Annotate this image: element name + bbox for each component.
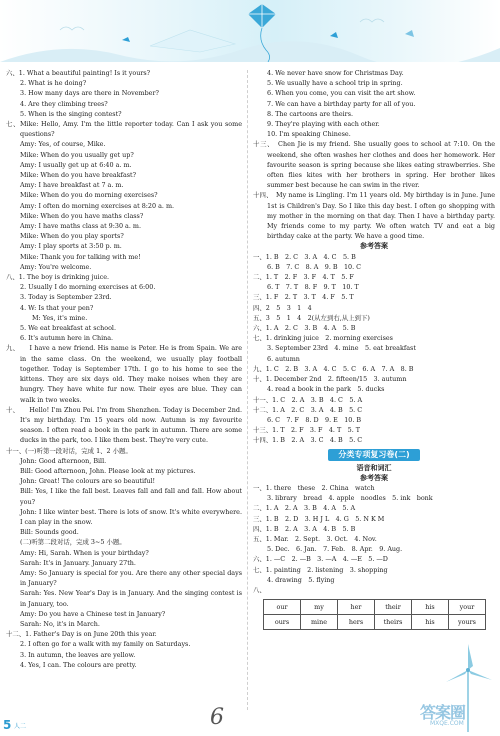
script-line: 九、 I have a new friend. His name is Peter. He is from Spain. We are in the same class. On the weekend, we usually play football together. Today is September 17th. I go to his home to see the kittens. They are six days old. They make noises when they are hungry. They have white fur now. Their eyes are blue. They can walk in two weeks.	[6, 344, 242, 404]
script-line: Amy: I have breakfast at 7 a. m.	[20, 181, 124, 190]
table-cell: hers	[338, 615, 375, 630]
table-cell: my	[301, 600, 338, 615]
script-line: 5. We eat breakfast at school.	[20, 324, 116, 333]
script-line: 9. They're playing with each other.	[267, 120, 380, 129]
review-answer-line: 4. drawing 5. flying	[267, 575, 335, 584]
answer-line: 四、2 5 3 1 4	[253, 303, 312, 312]
review-answer-line: 四、1. B 2. A 3. A 4. B 5. B	[253, 524, 356, 533]
table-row	[264, 600, 486, 615]
script-line: Amy: Yes, of course, Mike.	[20, 140, 106, 149]
answer-key	[253, 252, 495, 446]
script-line: 六、1. What a beautiful painting! Is it yours?	[6, 69, 151, 77]
script-line: John: Good afternoon, Bill.	[20, 456, 107, 465]
script-line: M: Yes, it's mine.	[32, 313, 88, 322]
script-line: Amy: I often do morning exercises at 8:20 a. m.	[20, 201, 175, 210]
script-line: Amy: I usually get up at 6:40 a. m.	[20, 160, 132, 169]
answer-line: 十四、1. B 2. A 3. C 4. B 5. C	[253, 436, 363, 445]
review-title-bar	[253, 449, 495, 461]
watermark-url: MXQE.COM	[430, 720, 464, 727]
table-cell: your	[449, 600, 486, 615]
script-line: 5. When is the singing contest?	[20, 109, 122, 118]
script-line: 十、 Hello! I'm Zhou Pei. I'm from Shenzhen. Today is December 2nd. It's my birthday. I'm 15 years old now. Autumn is my favourite season. I often read a book in the park in autumn. There are some ducks in the park, too. I like them best. They're very cute.	[6, 405, 242, 445]
answer-line: 十一、1. C 2. A 3. B 4. C 5. A	[253, 395, 363, 404]
script-line: 八、1. The boy is drinking juice.	[6, 273, 110, 282]
script-line: 5. We usually have a school trip in spring.	[267, 79, 403, 88]
script-line: 十三、 Chen Jie is my friend. She usually goes to school at 7:10. On the weekend, she often washes her clothes and does her homework. Her favourite season is spring because she likes eating strawberries. She often flies kites with her brothers in spring. Her brother likes summer best because he can swim in the river.	[253, 140, 495, 190]
script-line: 3. In autumn, the leaves are yellow.	[20, 650, 136, 659]
answer-line: 6. C 7. F 8. D 9. E 10. B	[267, 415, 362, 424]
table-cell: ours	[264, 615, 301, 630]
answer-line: 六、1. A 2. C 3. B 4. A 5. B	[253, 324, 356, 333]
script-line: 2. What is he doing?	[20, 79, 87, 88]
script-line: 七、Mike: Hello, Amy. I'm the little reporter today. Can I ask you some questions?	[6, 120, 242, 139]
listening-script-continued	[253, 68, 495, 241]
script-line: 8. The cartoons are theirs.	[267, 109, 354, 118]
script-line: 4. Yes, I can. The colours are pretty.	[20, 660, 137, 669]
script-line: 10. I'm speaking Chinese.	[267, 130, 351, 139]
script-line: Mike: When do you have maths class?	[20, 211, 144, 220]
answer-line: 6. T 7. T 8. F 9. T 10. T	[267, 283, 359, 292]
script-line: Mike: When do you play sports?	[20, 232, 124, 241]
answer-line: 3. September 23rd 4. mine 5. eat breakfast	[267, 344, 416, 353]
script-line: 7. We can have a birthday party for all of you.	[267, 99, 416, 108]
script-line: Amy: Do you have a Chinese test in January?	[20, 609, 166, 618]
answer-line: 二、1. T 2. F 3. F 4. T 5. F	[253, 273, 354, 282]
table-cell: his	[412, 600, 449, 615]
script-line: Bill: Sounds good.	[20, 528, 79, 537]
review-title: 分类专项复习卷(二)	[328, 449, 419, 461]
table-cell: theirs	[375, 615, 412, 630]
script-line: 2. I often go for a walk with my family on Saturdays.	[20, 640, 191, 649]
answers-heading: 参考答案	[360, 242, 388, 251]
script-line: 4. We never have snow for Christmas Day.	[267, 69, 404, 77]
script-line: Mike: When do you have breakfast?	[20, 171, 137, 180]
script-line: 4. W: Is that your pen?	[20, 303, 94, 312]
script-line: Amy: So January is special for you. Are there any other special days in January?	[20, 568, 242, 588]
answer-line: 七、1. drinking juice 2. morning exercises	[253, 334, 393, 343]
script-line: 十四、 My name is Lingling. I'm 11 years old. My birthday is in June. June 1st is Children's Day. So I like this day best. I often go shopping with my mother in the morning on that day. Then I have a birthday party. My friends come to my party. We often watch TV and eat a big birthday cake at the party. We have a good time.	[253, 191, 495, 241]
answer-line: 九、1. C 2. B 3. A 4. C 5. C 6. A 7. A 8. B	[253, 364, 414, 373]
script-line: Amy: You're welcome.	[20, 262, 92, 271]
handwritten-number: 6	[210, 705, 224, 730]
answer-line: 十三、1. T 2. F 3. F 4. T 5. T	[253, 426, 361, 435]
page-header-banner	[0, 0, 500, 62]
page-tag: 人二	[14, 723, 27, 730]
watermark-logo: 答案圈	[420, 703, 466, 722]
review-answer-line: 3. library bread 4. apple noodles 5. ink bonk	[267, 494, 433, 503]
table-cell: her	[338, 600, 375, 615]
script-line: Amy: I have maths class at 9:30 a. m.	[20, 222, 142, 231]
script-line: Bill: Yes, I like the fall best. Leaves fall and fall and fall. How about you?	[20, 487, 242, 506]
pronoun-table	[263, 599, 486, 630]
script-line: John: I like winter best. There is lots of snow. It's white everywhere. I can play in the snow.	[20, 507, 242, 526]
right-column	[253, 68, 495, 630]
script-line: Mike: When do you do morning exercises?	[20, 191, 158, 200]
script-line: 4. Are they climbing trees?	[20, 99, 108, 108]
script-line: (二)听第二段对话，完成 3~5 小题。	[20, 538, 126, 547]
review-answers-heading: 参考答案	[360, 473, 388, 482]
script-line: 十一、(一)听第一段对话，完成 1、2 小题。	[6, 446, 132, 455]
review-answer-line: 五、1. Mar. 2. Sept. 3. Oct. 4. Nov.	[253, 534, 377, 543]
answer-line: 三、1. F 2. T 3. T 4. F 5. T	[253, 293, 354, 302]
review-answer-line: 八、	[253, 585, 266, 594]
table-cell: mine	[301, 615, 338, 630]
script-line: 3. Today is September 23rd.	[20, 293, 112, 302]
answer-page	[0, 68, 500, 718]
review-answer-key	[253, 483, 495, 595]
script-line: 3. How many days are there in November?	[20, 89, 159, 98]
review-answer-line: 一、1. there these 2. China watch	[253, 483, 375, 492]
answer-line: 十二、1. A 2. C 3. A 4. B 5. C	[253, 405, 363, 414]
script-line: Sarah: It's in January. January 27th.	[20, 558, 136, 567]
answer-line: 十、1. December 2nd 2. fifteen/15 3. autumn	[253, 375, 407, 384]
page-number: 5	[3, 718, 12, 732]
table-row	[264, 615, 486, 630]
left-column	[6, 68, 242, 670]
table-cell: their	[375, 600, 412, 615]
review-answer-line: 三、1. B 2. D 3. H J L 4. G 5. N K M	[253, 514, 385, 523]
script-line: John: Great! The colours are so beautiful!	[20, 477, 156, 486]
table-cell: yours	[449, 615, 486, 630]
table-cell: his	[412, 615, 449, 630]
answer-line: 6. B 7. C 8. A 9. B 10. C	[267, 262, 362, 271]
script-line: Bill: Good afternoon, John. Please look at my pictures.	[20, 466, 196, 475]
review-answer-line: 七、1. painting 2. listening 3. shopping	[253, 565, 388, 574]
script-line: Sarah: No, it's in March.	[20, 619, 100, 628]
script-line: Amy: Hi, Sarah. When is your birthday?	[20, 548, 149, 557]
script-line: Mike: When do you usually get up?	[20, 150, 134, 159]
script-line: Sarah: Yes. New Year's Day is in January. And the singing contest is in January, too.	[20, 589, 242, 608]
answer-line: 五、3 5 1 4 2(从左到右,从上到下)	[253, 313, 370, 322]
answer-line: 6. autumn	[267, 354, 300, 363]
script-line: Mike: Thank you for talking with me!	[20, 252, 141, 261]
script-line: 6. When you come, you can visit the art show.	[267, 89, 416, 98]
table-cell: our	[264, 600, 301, 615]
review-answer-line: 二、1. A 2. A 3. B 4. A 5. A	[253, 504, 356, 513]
script-line: 2. Usually I do morning exercises at 6:00.	[20, 283, 156, 292]
header-illustration	[0, 0, 500, 62]
script-line: Amy: I play sports at 3:50 p. m.	[20, 242, 122, 251]
script-line: 6. It's autumn here in China.	[20, 334, 114, 343]
answer-line: 一、1. B 2. C 3. A 4. C 5. B	[253, 252, 356, 261]
script-line: 十二、1. Father's Day is on June 20th this year.	[6, 630, 157, 639]
review-answer-line: 5. Dec. 6. Jan. 7. Feb. 8. Apr. 9. Aug.	[267, 545, 403, 554]
answer-line: 4. read a book in the park 5. ducks	[267, 385, 385, 394]
review-answer-line: 六、1. —C 2. —B 3. —A 4. —E 5. —D	[253, 555, 388, 564]
review-subtitle: 语音和词汇	[356, 463, 392, 472]
